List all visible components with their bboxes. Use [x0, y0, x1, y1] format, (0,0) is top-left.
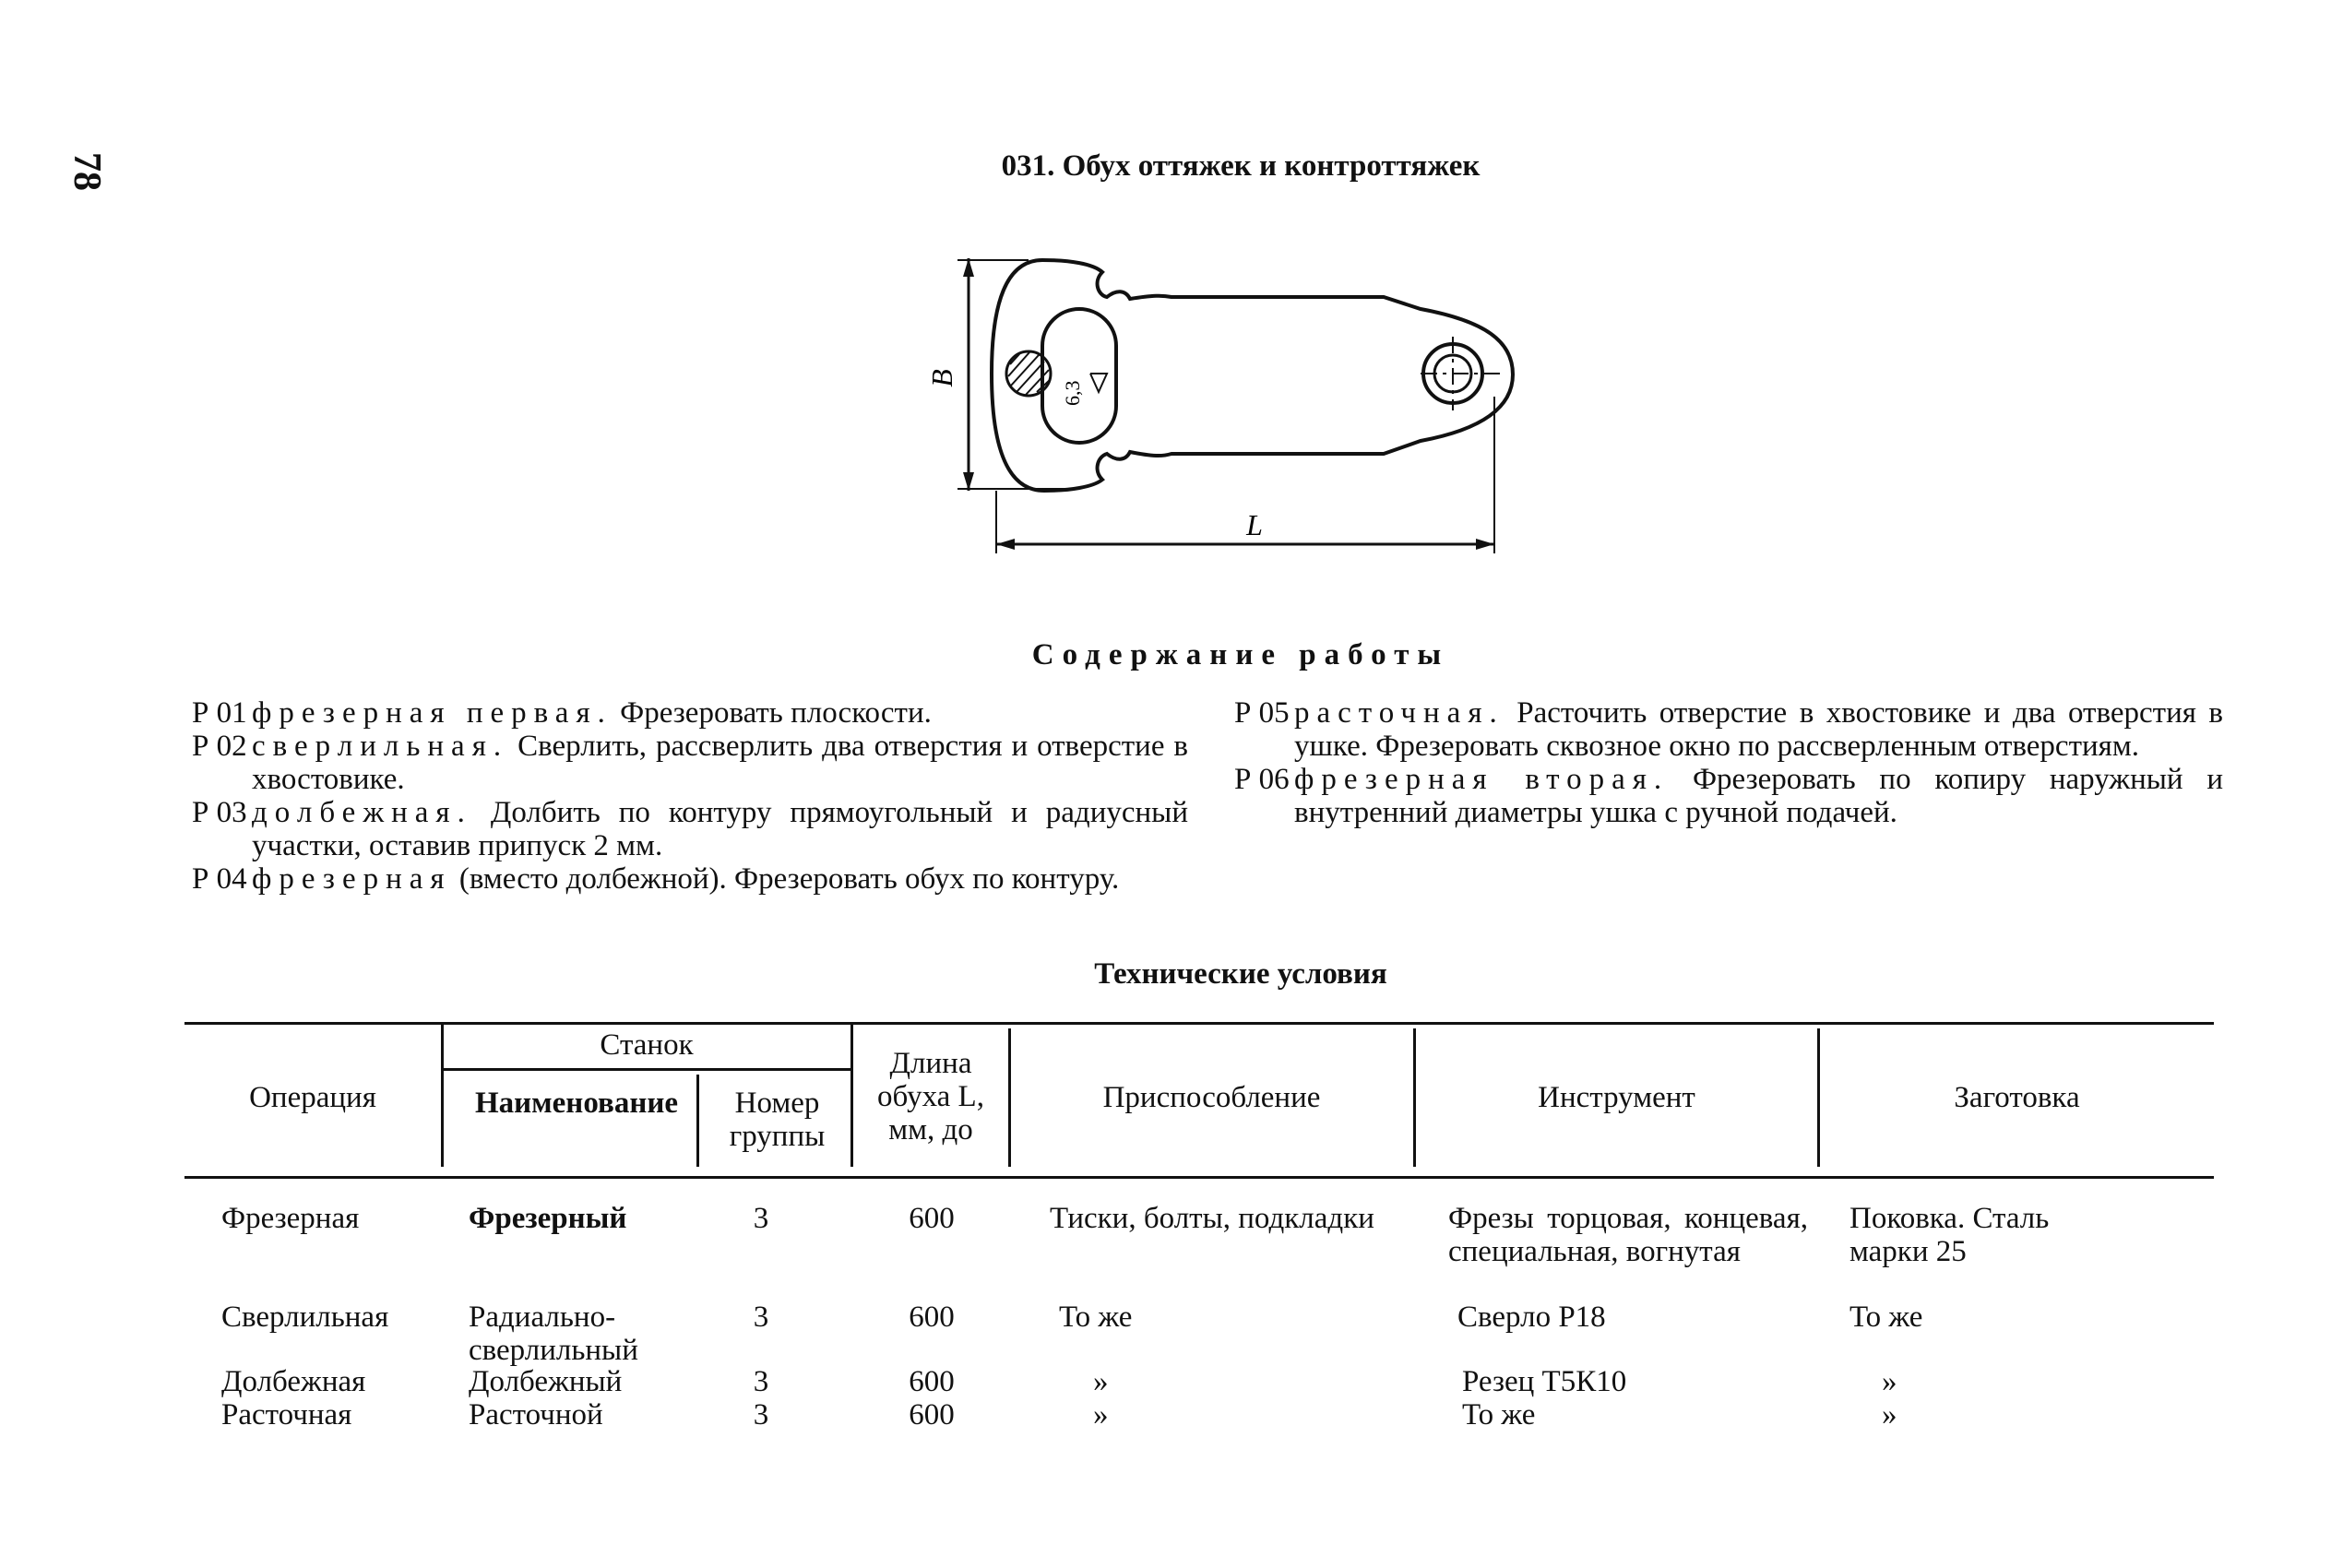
- work-list-right: [1234, 696, 2223, 829]
- table-row-group: 3: [753, 1365, 769, 1398]
- table-row-group: 3: [753, 1301, 769, 1334]
- table-row-machine: Фрезерный: [469, 1202, 627, 1235]
- table-row-machine: Долбежный: [469, 1365, 623, 1398]
- header-machine: Станок: [600, 1028, 694, 1062]
- work-code: Р 02: [192, 730, 247, 763]
- tech-section-title: Технические условия: [1094, 957, 1387, 991]
- work-text: Долбить по контуру прямоугольный и радиусный участки, оставив припуск 2 мм.: [252, 796, 1189, 862]
- work-section-title: Содержание работы: [1031, 638, 1450, 671]
- table-row-machine: Расточной: [469, 1398, 603, 1431]
- work-code: Р 05: [1234, 696, 1290, 730]
- work-text: Расточить отверстие в хвостовике и два отверстия в ушке. Фрезеровать сквозное окно по рассверленным отверстиям.: [1294, 696, 2223, 763]
- work-operation: долбежная.: [252, 796, 472, 829]
- table-top-rule: [184, 1022, 2214, 1025]
- work-code: Р 03: [192, 796, 247, 829]
- work-item: [192, 796, 1188, 862]
- table-row-tool: Резец Т5К10: [1462, 1365, 1627, 1398]
- table-row-blank: То же: [1849, 1301, 1923, 1334]
- header-operation: Операция: [249, 1081, 376, 1114]
- table-row-tool: Сверло Р18: [1457, 1301, 1606, 1334]
- work-text: (вместо долбежной). Фрезеровать обух по контуру.: [458, 862, 1120, 896]
- work-code: Р 04: [192, 862, 247, 896]
- table-row-length: 600: [909, 1365, 955, 1398]
- work-operation: расточная.: [1294, 696, 1505, 730]
- work-text: Фрезеровать плоскости.: [620, 696, 932, 730]
- table-row-group: 3: [753, 1398, 769, 1431]
- table-row-length: 600: [909, 1398, 955, 1431]
- page-number: 78: [65, 152, 108, 191]
- table-row-group: 3: [753, 1202, 769, 1235]
- work-operation: фрезерная первая.: [252, 696, 613, 730]
- dimension-l-label: L: [1246, 508, 1263, 541]
- table-row-length: 600: [909, 1202, 955, 1235]
- work-text: Фрезеровать по копиру наружный и внутренний диаметры ушка с ручной подачей.: [1294, 763, 2223, 829]
- table-row-operation: Фрезерная: [221, 1202, 360, 1235]
- part-drawing: [925, 249, 1550, 563]
- work-text: Сверлить, рассверлить два отверстия и отверстие в хвостовике.: [252, 730, 1188, 796]
- work-item: [1234, 763, 2223, 829]
- table-row-machine: Радиально-сверлильный: [469, 1301, 638, 1367]
- page-title: 031. Обух оттяжек и контроттяжек: [1001, 149, 1481, 183]
- table-row-operation: Сверлильная: [221, 1301, 389, 1334]
- table-row-operation: Расточная: [221, 1398, 352, 1431]
- table-row-fixture: Тиски, болты, подкладки: [1050, 1202, 1374, 1235]
- work-operation: фрезерная вторая.: [1294, 763, 1670, 796]
- work-item: [192, 730, 1188, 796]
- header-machine-group: Номер группы: [729, 1087, 826, 1153]
- work-item: [192, 862, 1188, 896]
- table-row-fixture: То же: [1059, 1301, 1133, 1334]
- table-row-length: 600: [909, 1301, 955, 1334]
- table-row-fixture: »: [1093, 1398, 1109, 1431]
- header-machine-name: Наименование: [475, 1087, 678, 1120]
- table-row-tool: То же: [1462, 1398, 1536, 1431]
- table-row-fixture: »: [1093, 1365, 1109, 1398]
- work-list-left: [192, 696, 1188, 896]
- table-row-blank: »: [1882, 1398, 1897, 1431]
- table-row-operation: Долбежная: [221, 1365, 366, 1398]
- header-length: Длина обуха L, мм, до: [877, 1047, 984, 1146]
- header-fixture: Приспособление: [1102, 1081, 1321, 1114]
- table-row-tool: Фрезы торцовая, концевая, специальная, вогнутая: [1448, 1202, 1808, 1268]
- work-operation: сверлильная.: [252, 730, 509, 763]
- work-item: [192, 696, 1188, 730]
- table-row-blank: »: [1882, 1365, 1897, 1398]
- work-code: Р 01: [192, 696, 247, 730]
- dimension-b-label: B: [925, 369, 958, 387]
- work-operation: фрезерная: [252, 862, 452, 896]
- table-row-blank: Поковка. Сталь марки 25: [1849, 1202, 2050, 1268]
- header-blank: Заготовка: [1954, 1081, 2080, 1114]
- roughness-label: 6,3: [1061, 380, 1084, 406]
- work-item: [1234, 696, 2223, 763]
- header-tool: Инструмент: [1538, 1081, 1695, 1114]
- work-code: Р 06: [1234, 763, 1290, 796]
- table-header-rule: [184, 1176, 2214, 1179]
